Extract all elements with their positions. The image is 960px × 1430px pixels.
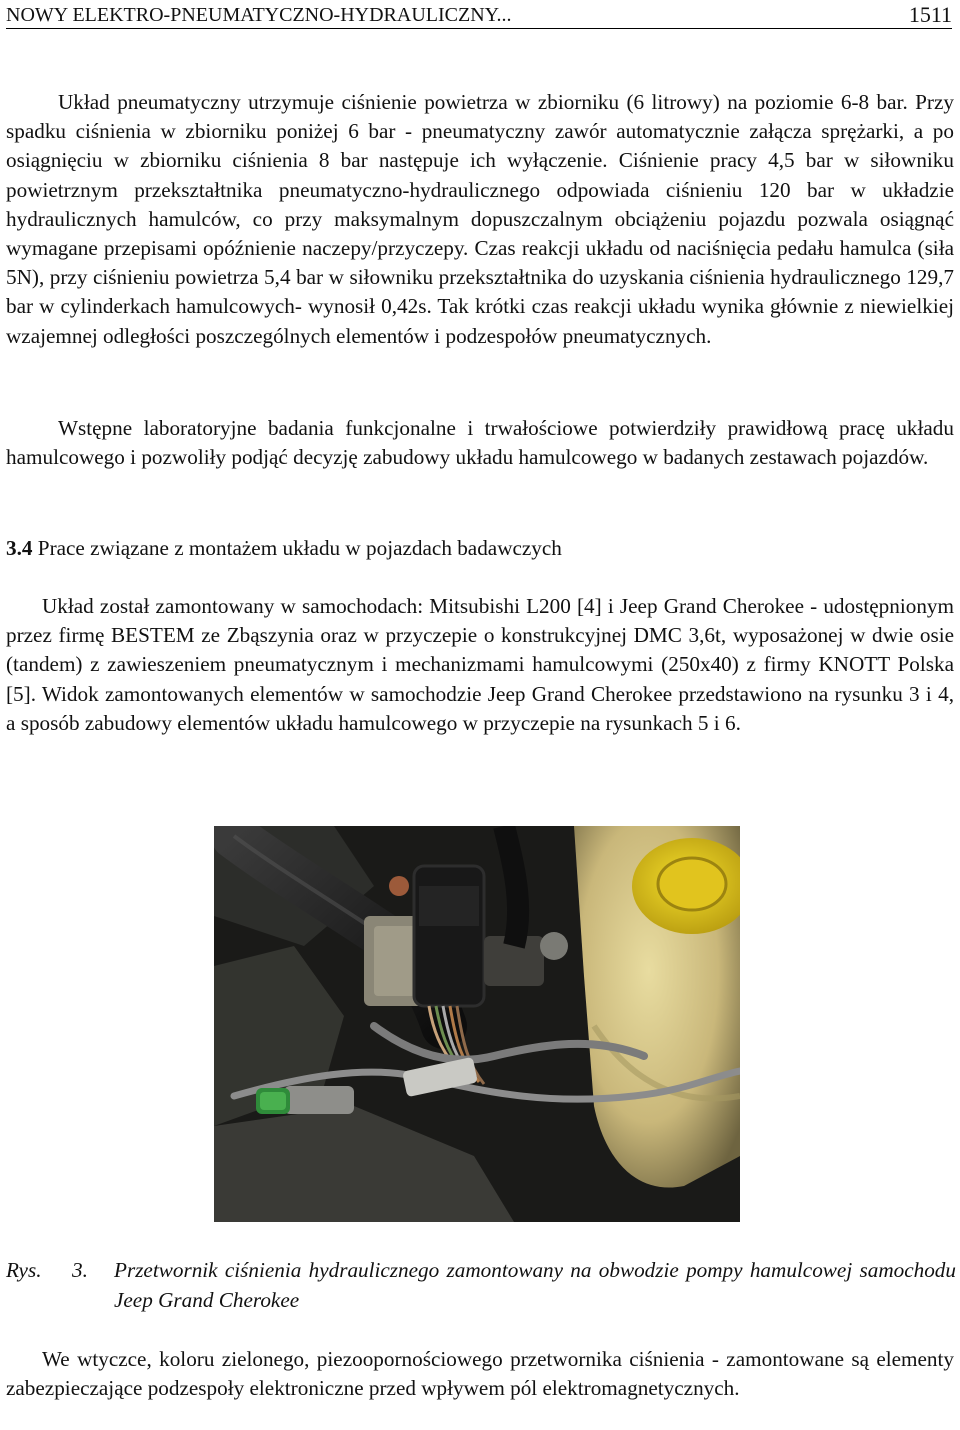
paragraph-2: Wstępne laboratoryjne badania funkcjonalne i trwałościowe potwierdziły prawidłową pracę układu hamulcowego i pozwoliły podjąć decyzję zabudowy układu hamulcowego w badanych zestawach pojazdów. <box>6 416 954 470</box>
paragraph-3: Układ został zamontowany w samochodach: Mitsubishi L200 [4] i Jeep Grand Cherokee - udostępnionym przez firmę BESTEM ze Zbąszynia oraz w przyczepie o konstrukcyjnej DMC 3,6t, wyposażonej w dwie osie (tandem) z zawieszeniem pneumatycznym i mechanizmami hamulcowymi (250x40) z firmy KNOTT Polska [5]. Widok zamontowanych elementów w samochodzie Jeep Grand Cherokee przedstawiono na rysunku 3 i 4, a sposób zabudowy elementów układu hamulcowego w przyczepie na rysunkach 5 i 6. <box>6 594 954 735</box>
running-title: NOWY ELEKTRO-PNEUMATYCZNO-HYDRAULICZNY... <box>6 4 512 26</box>
figure-photo-pressure-transducer <box>214 826 740 1222</box>
figure-caption-text: Przetwornik ciśnienia hydraulicznego zamontowany na obwodzie pompy hamulcowej samochodu Jeep Grand Cherokee <box>114 1258 956 1312</box>
figure-number: 3. <box>72 1258 88 1282</box>
page-number: 1511 <box>908 2 952 27</box>
section-title: Prace związane z montażem układu w pojazdach badawczych <box>37 536 562 560</box>
paragraph-1: Układ pneumatyczny utrzymuje ciśnienie powietrza w zbiorniku (6 litrowy) na poziomie 6-8 bar. Przy spadku ciśnienia w zbiorniku poniżej 6 bar - pneumatyczny zawór automatycznie załącza sprężarki, a po osiągnięciu w zbiorniku ciśnienia 8 bar następuje ich wyłączenie. Ciśnienie pracy 4,5 bar w siłowniku powietrznym przekształtnika pneumatyczno-hydraulicznego odpowiada ciśnieniu 120 bar w układzie hydraulicznych hamulców, co przy maksymalnym dopuszczalnym obciążeniu pojazdu pozwala osiągnąć wymagane przepisami opóźnienie naczepy/przyczepy. Czas reakcji układu od naciśnięcia pedału hamulca (siła 5N), przy ciśnieniu powietrza 5,4 bar w siłowniku przekształtnika do uzyskania ciśnienia hydraulicznego 129,7 bar w cylinderkach hamulcowych- wynosił 0,42s. Tak krótki czas reakcji układu wynika głównie z niewielkiej wzajemnej odległości poszczególnych elementów i podzespołów pneumatycznych. <box>6 90 954 348</box>
section-heading <box>6 534 562 563</box>
paragraph-4: We wtyczce, koloru zielonego, piezoopornościowego przetwornika ciśnienia - zamontowane są elementy zabezpieczające podzespoły elektroniczne przed wpływem pól elektromagnetycznych. <box>6 1347 954 1401</box>
running-header <box>6 0 952 29</box>
figure-label: Rys. <box>6 1258 42 1282</box>
section-number: 3.4 <box>6 536 33 560</box>
